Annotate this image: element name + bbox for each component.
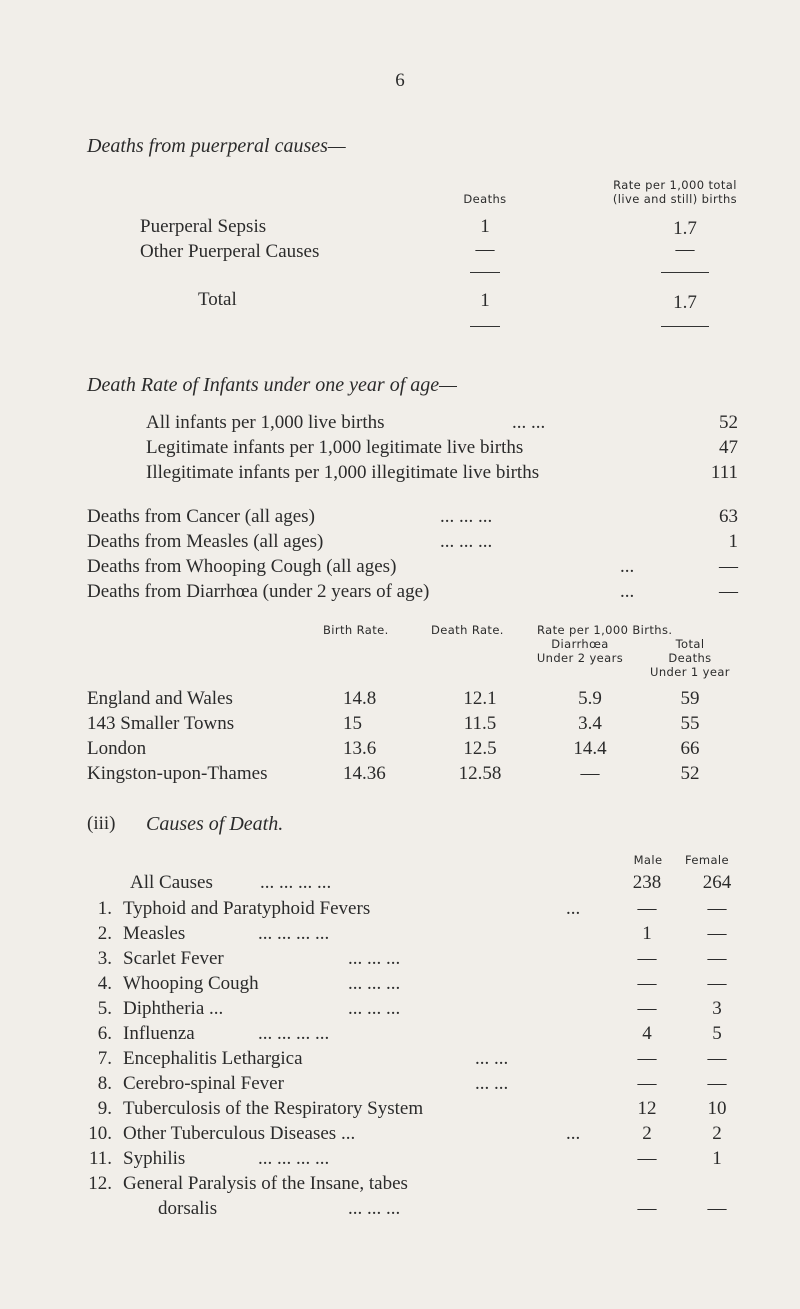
- leader-dots: ...: [566, 898, 581, 919]
- cause-number: 12.: [88, 1173, 112, 1194]
- cause-male: —: [637, 948, 657, 969]
- puerperal-col-rate-1: Rate per 1,000 total: [613, 178, 737, 192]
- cause-female: —: [707, 1048, 727, 1069]
- cause-number: 6.: [97, 1023, 112, 1044]
- cause-female: —: [707, 1198, 727, 1219]
- cause-number: 1.: [97, 898, 112, 919]
- cause-male: —: [637, 1048, 657, 1069]
- comparison-header-total-deaths: Deaths: [668, 651, 712, 665]
- cause-male: 4: [642, 1023, 652, 1044]
- cause-number: 8.: [97, 1073, 112, 1094]
- puerperal-row-deaths: 1: [480, 216, 490, 237]
- comparison-header-rate-per-1000: Rate per 1,000 Births.: [537, 623, 673, 637]
- leader-dots: ... ... ...: [440, 506, 493, 527]
- cause-label: Tuberculosis of the Respiratory System: [123, 1098, 424, 1119]
- infant-row-value: 47: [719, 437, 738, 458]
- comparison-row-infant: 59: [680, 688, 700, 709]
- cause-number: 5.: [97, 998, 112, 1019]
- causes-col-male: Male: [633, 853, 663, 867]
- leader-dots: ... ... ...: [348, 998, 401, 1019]
- infant-heading: Death Rate of Infants under one year of age—: [87, 374, 457, 396]
- cause-male: —: [637, 998, 657, 1019]
- deaths-from-label: Deaths from Cancer (all ages): [87, 506, 315, 527]
- puerperal-row-rate: —: [675, 239, 695, 260]
- comparison-row-death: 12.5: [463, 738, 497, 759]
- comparison-header-diarrhoea: Diarrhœa: [551, 637, 609, 651]
- page-number: 6: [395, 70, 405, 91]
- cause-label: Typhoid and Paratyphoid Fevers: [123, 898, 371, 919]
- comparison-row-birth: 15: [343, 713, 362, 734]
- comparison-header-birth-rate: Birth Rate.: [323, 623, 389, 637]
- deaths-from-value: —: [719, 556, 738, 577]
- comparison-row-infant: 52: [680, 763, 700, 784]
- causes-col-female: Female: [685, 853, 729, 867]
- comparison-row-place: Kingston-upon-Thames: [87, 763, 268, 784]
- leader-dots: ... ...: [512, 412, 546, 433]
- cause-female: 3: [712, 998, 722, 1019]
- cause-female: —: [707, 1073, 727, 1094]
- infant-row-value: 111: [710, 462, 738, 483]
- total-rule-bottom-rate: [661, 326, 709, 327]
- cause-male: —: [637, 898, 657, 919]
- leader-dots: ... ... ...: [440, 531, 493, 552]
- cause-number: 11.: [88, 1148, 112, 1169]
- cause-label: Other Tuberculous Diseases ...: [123, 1123, 356, 1144]
- puerperal-total-rate: 1.7: [673, 292, 697, 313]
- cause-male: 2: [642, 1123, 652, 1144]
- puerperal-row-label: Other Puerperal Causes: [140, 241, 320, 262]
- infant-row-label: All infants per 1,000 live births: [146, 412, 385, 433]
- cause-label: Encephalitis Lethargica: [123, 1048, 303, 1069]
- cause-female: 5: [712, 1023, 722, 1044]
- comparison-row-death: 12.58: [458, 763, 502, 784]
- leader-dots: ... ... ... ...: [258, 923, 330, 944]
- leader-dots: ... ... ...: [348, 973, 401, 994]
- cause-male: —: [637, 973, 657, 994]
- leader-dots: ... ... ... ...: [258, 1148, 330, 1169]
- cause-number: 9.: [97, 1098, 112, 1119]
- cause-male: 238: [632, 872, 662, 893]
- comparison-row-place: London: [87, 738, 147, 759]
- infant-row-label: Legitimate infants per 1,000 legitimate live births: [146, 437, 524, 458]
- comparison-row-diarrhoea: 14.4: [573, 738, 607, 759]
- deaths-from-value: —: [719, 581, 738, 602]
- cause-label: Influenza: [123, 1023, 195, 1044]
- cause-male: 1: [642, 923, 652, 944]
- puerperal-col-deaths: Deaths: [463, 192, 507, 206]
- comparison-row-diarrhoea: 5.9: [578, 688, 602, 709]
- comparison-row-birth: 14.36: [343, 763, 386, 784]
- comparison-row-birth: 14.8: [343, 688, 377, 709]
- cause-label: Measles: [123, 923, 186, 944]
- cause-female: —: [707, 898, 727, 919]
- cause-female: —: [707, 923, 727, 944]
- deaths-from-label: Deaths from Measles (all ages): [87, 531, 324, 552]
- comparison-row-death: 12.1: [463, 688, 497, 709]
- cause-number: 2.: [97, 923, 112, 944]
- comparison-header-total: Total: [675, 637, 705, 651]
- causes-heading: Causes of Death.: [146, 813, 284, 835]
- causes-section-number: (iii): [87, 813, 116, 834]
- cause-female: 10: [707, 1098, 727, 1119]
- cause-male: 12: [637, 1098, 657, 1119]
- cause-male: —: [637, 1198, 657, 1219]
- leader-dots: ... ... ...: [348, 948, 401, 969]
- comparison-row-death: 11.5: [463, 713, 497, 734]
- cause-number: 10.: [88, 1123, 112, 1144]
- comparison-row-diarrhoea: —: [580, 763, 600, 784]
- cause-female: —: [707, 973, 727, 994]
- cause-male: —: [637, 1073, 657, 1094]
- infant-row-label: Illegitimate infants per 1,000 illegitimate live births: [146, 462, 540, 483]
- comparison-row-place: England and Wales: [87, 688, 233, 709]
- comparison-header-under-one: Under 1 year: [650, 665, 730, 679]
- puerperal-row-deaths: —: [475, 239, 495, 260]
- cause-female: 264: [702, 872, 732, 893]
- cause-number: 7.: [97, 1048, 112, 1069]
- leader-dots: ...: [620, 581, 635, 602]
- leader-dots: ...: [620, 556, 635, 577]
- cause-female: 2: [712, 1123, 722, 1144]
- infant-row-value: 52: [719, 412, 738, 433]
- leader-dots: ...: [566, 1123, 581, 1144]
- total-rule-top-deaths: [470, 272, 500, 273]
- cause-label: Syphilis: [123, 1148, 186, 1169]
- deaths-from-label: Deaths from Whooping Cough (all ages): [87, 556, 397, 577]
- deaths-from-label: Deaths from Diarrhœa (under 2 years of age): [87, 581, 430, 602]
- cause-label: All Causes: [130, 872, 213, 893]
- puerperal-total-deaths: 1: [480, 290, 490, 311]
- comparison-header-diarrhoea-sub: Under 2 years: [536, 651, 624, 665]
- cause-label: Diphtheria ...: [123, 998, 224, 1019]
- puerperal-col-rate-2: (live and still) births: [612, 192, 738, 206]
- cause-label: Cerebro-spinal Fever: [123, 1073, 284, 1094]
- cause-label: Whooping Cough: [123, 973, 259, 994]
- comparison-row-place: 143 Smaller Towns: [87, 713, 235, 734]
- cause-number: 3.: [97, 948, 112, 969]
- comparison-row-diarrhoea: 3.4: [578, 713, 602, 734]
- total-rule-bottom-deaths: [470, 326, 500, 327]
- puerperal-row-rate: 1.7: [673, 218, 697, 239]
- cause-number: 4.: [97, 973, 112, 994]
- leader-dots: ... ...: [475, 1073, 509, 1094]
- cause-male: —: [637, 1148, 657, 1169]
- cause-female: 1: [712, 1148, 722, 1169]
- leader-dots: ... ...: [475, 1048, 509, 1069]
- cause-label: General Paralysis of the Insane, tabes: [123, 1173, 408, 1194]
- leader-dots: ... ... ... ...: [258, 1023, 330, 1044]
- puerperal-heading: Deaths from puerperal causes—: [87, 135, 346, 157]
- leader-dots: ... ... ... ...: [260, 872, 332, 893]
- comparison-row-infant: 55: [680, 713, 700, 734]
- comparison-row-birth: 13.6: [343, 738, 377, 759]
- comparison-row-infant: 66: [680, 738, 700, 759]
- cause-female: —: [707, 948, 727, 969]
- deaths-from-value: 63: [719, 506, 738, 527]
- cause-label: Scarlet Fever: [123, 948, 224, 969]
- comparison-header-death-rate: Death Rate.: [431, 623, 504, 637]
- puerperal-total-label: Total: [198, 289, 237, 310]
- leader-dots: ... ... ...: [348, 1198, 401, 1219]
- total-rule-top-rate: [661, 272, 709, 273]
- cause-label-continued: dorsalis: [158, 1198, 218, 1219]
- deaths-from-value: 1: [728, 531, 738, 552]
- puerperal-row-label: Puerperal Sepsis: [140, 216, 267, 237]
